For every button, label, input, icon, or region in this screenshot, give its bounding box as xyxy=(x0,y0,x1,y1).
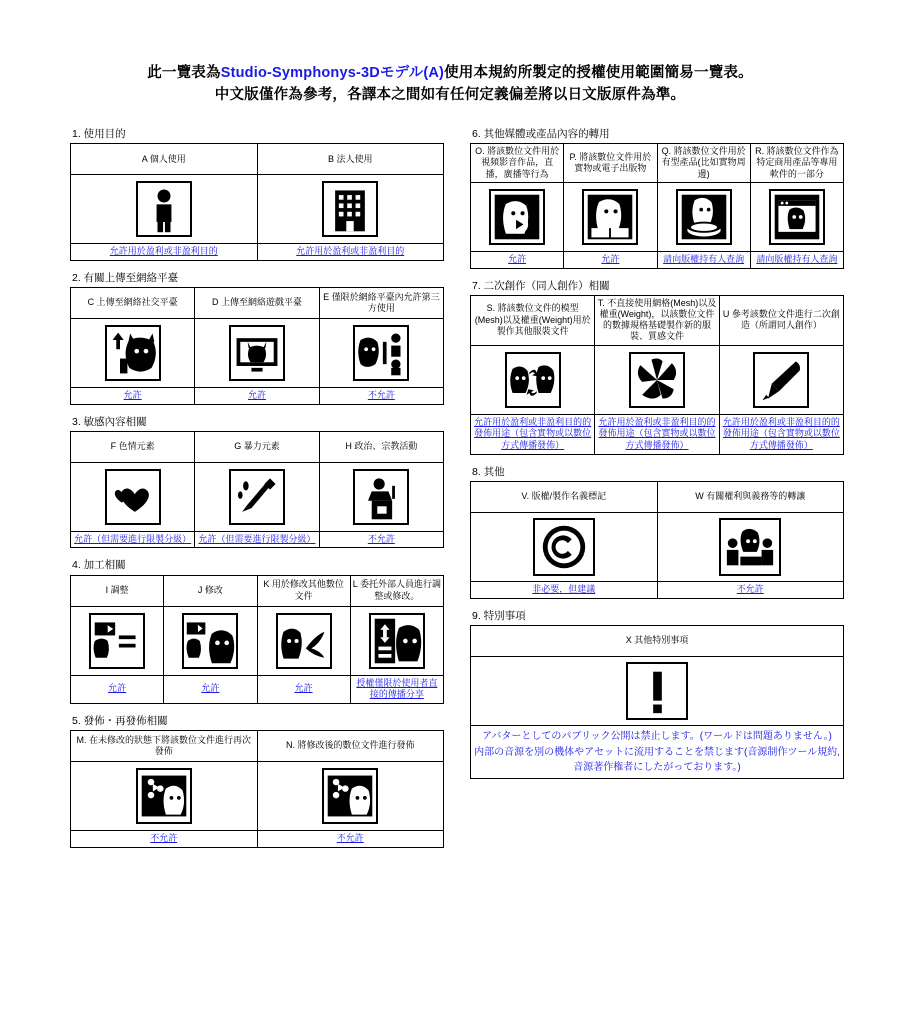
cell-N-art xyxy=(257,762,444,831)
cell-E-header: E 僅限於網絡平臺內允許第三方使用 xyxy=(319,287,443,318)
cell-B-note: 允許用於盈利或非盈利目的 xyxy=(257,244,444,261)
table-row xyxy=(471,251,844,268)
cell-Q-art xyxy=(657,182,750,251)
section-2 xyxy=(70,272,444,405)
cell-R-art xyxy=(750,182,843,251)
figure-cat-icon xyxy=(676,189,732,245)
cell-M-header: M. 在未修改的狀態下將該數位文件進行再次發佈 xyxy=(71,731,258,762)
cell-I-header: I 調整 xyxy=(71,575,164,606)
table-row xyxy=(71,731,444,762)
cell-T-header: T. 不直接使用網格(Mesh)以及權重(Weight)，以該數位文件的數據規格基礎製作新的服裝、質感文件 xyxy=(595,295,719,345)
cell-K-header: K 用於修改其他數位文件 xyxy=(257,575,350,606)
tables-container xyxy=(0,128,900,859)
cell-G-art xyxy=(195,462,319,531)
page-title xyxy=(0,0,900,107)
cell-I-note: 允許 xyxy=(71,675,164,703)
section-9-title: 9. 特別事項 xyxy=(472,609,526,622)
cell-C-art xyxy=(71,318,195,387)
table-row xyxy=(71,244,444,261)
cell-J-note: 允許 xyxy=(164,675,257,703)
cell-P-note: 允許 xyxy=(564,251,657,268)
cell-Q-header: Q. 將該數位文件用於有型產品(比如實物周邊) xyxy=(657,144,750,183)
table-row xyxy=(71,318,444,387)
brush-icon xyxy=(753,352,809,408)
section-5 xyxy=(70,715,444,848)
cell-O-header: O. 將該數位文件用於視頻影音作品，直播，廣播等行為 xyxy=(471,144,564,183)
cell-L-note: 授權僅限於使用者直接的傳播分享 xyxy=(350,675,443,703)
cell-J-header: J 修改 xyxy=(164,575,257,606)
section-2-title: 2. 有關上傳至網絡平臺 xyxy=(72,271,179,284)
cell-X-notes xyxy=(471,725,844,778)
cell-D-art xyxy=(195,318,319,387)
arrow-equal-icon xyxy=(89,613,145,669)
cell-A-header: A 個人使用 xyxy=(71,144,258,175)
table-row xyxy=(71,387,444,404)
cell-X-note-2: 内部の音源を別の機体やアセットに流用することを禁じます(音源制作ツール規約,音源著作権者にしたがっております。) xyxy=(474,746,840,773)
cell-M-note: 不允許 xyxy=(71,831,258,848)
cell-K-note: 允許 xyxy=(257,675,350,703)
section-1-table xyxy=(70,143,444,261)
table-row xyxy=(71,531,444,548)
cell-A-art xyxy=(71,175,258,244)
table-row xyxy=(471,725,844,778)
table-row xyxy=(471,581,844,598)
cell-F-note: 允許（但需要進行限製分級） xyxy=(71,531,195,548)
table-row xyxy=(471,144,844,183)
cell-E-art xyxy=(319,318,443,387)
cell-W-art xyxy=(657,512,844,581)
table-row xyxy=(471,512,844,581)
section-6 xyxy=(470,128,844,269)
cell-X-art xyxy=(471,656,844,725)
section-4 xyxy=(70,559,444,704)
cell-H-header: H 政治、宗教活動 xyxy=(319,431,443,462)
cell-Q-note: 請向版權持有人查詢 xyxy=(657,251,750,268)
cell-W-header: W 有關權利與義務等的轉讓 xyxy=(657,481,844,512)
table-row xyxy=(71,462,444,531)
cell-B-art xyxy=(257,175,444,244)
right-column xyxy=(470,128,844,790)
cat-to-other-icon xyxy=(276,613,332,669)
cell-S-art xyxy=(471,345,595,414)
cell-T-note: 允許用於盈利或非盈利目的的發佈用途（包含實物或以數位方式傳播發佈） xyxy=(595,414,719,454)
cell-X-header: X 其他特別事項 xyxy=(471,625,844,656)
title-line-1 xyxy=(0,62,900,84)
cell-J-art xyxy=(164,606,257,675)
people-transfer-icon xyxy=(719,518,781,576)
table-row xyxy=(71,675,444,703)
cell-X-note-1: アバターとしてのパブリック公開は禁止します。(ワールドは問題ありません。) xyxy=(482,730,832,742)
cell-M-art xyxy=(71,762,258,831)
section-5-title: 5. 發佈・再發佈相關 xyxy=(72,714,168,727)
cell-A-note: 允許用於盈利或非盈利目的 xyxy=(71,244,258,261)
transfer-cat-icon xyxy=(369,613,425,669)
cell-L-header: L 委托外部人員進行調整或修改。 xyxy=(350,575,443,606)
app-window-cat-icon xyxy=(769,189,825,245)
table-row xyxy=(71,175,444,244)
cell-C-note: 允許 xyxy=(71,387,195,404)
monitor-cat-icon xyxy=(229,325,285,381)
section-6-title: 6. 其他媒體或產品內容的轉用 xyxy=(472,128,610,140)
cell-S-header: S. 將該數位文件的模型(Mesh)以及權重(Weight)用於製作其他服裝文件 xyxy=(471,295,595,345)
knife-icon xyxy=(229,469,285,525)
section-8 xyxy=(470,466,844,599)
section-7-table xyxy=(470,295,844,455)
title-line-2: 中文版僅作為參考，各譯本之間如有任何定義偏差將以日文版原件為準。 xyxy=(214,87,686,104)
table-row xyxy=(471,414,844,454)
section-4-title: 4. 加工相關 xyxy=(72,559,126,572)
cell-R-note: 請向版權持有人查詢 xyxy=(750,251,843,268)
cell-G-header: G 暴力元素 xyxy=(195,431,319,462)
table-row xyxy=(71,762,444,831)
section-4-table xyxy=(70,575,444,704)
cell-U-header: U 參考該數位文件進行二次創造（所謂同人創作） xyxy=(719,295,843,345)
table-row xyxy=(71,287,444,318)
cell-E-note: 不允許 xyxy=(319,387,443,404)
table-row xyxy=(71,831,444,848)
cell-O-art xyxy=(471,182,564,251)
table-row xyxy=(71,606,444,675)
cell-K-art xyxy=(257,606,350,675)
cell-N-note: 不允許 xyxy=(257,831,444,848)
section-3-table xyxy=(70,431,444,549)
book-cat-icon xyxy=(582,189,638,245)
cat-recycle-icon xyxy=(505,352,561,408)
table-row xyxy=(471,295,844,345)
cell-P-header: P. 將該數位文件用於實物或電子出版物 xyxy=(564,144,657,183)
title-part-post: 使用本規約所製定的授權使用範圍簡易一覽表。 xyxy=(444,65,753,81)
cell-T-art xyxy=(595,345,719,414)
table-row xyxy=(71,144,444,175)
section-1-title: 1. 使用目的 xyxy=(72,128,126,140)
upload-cat-icon xyxy=(105,325,161,381)
cell-O-note: 允許 xyxy=(471,251,564,268)
section-7-title: 7. 二次創作（同人創作）相關 xyxy=(472,279,610,292)
cell-D-header: D 上傳至網絡遊戲平臺 xyxy=(195,287,319,318)
cell-W-note: 不允許 xyxy=(657,581,844,598)
cell-G-note: 允許（但需要進行限製分級） xyxy=(195,531,319,548)
title-model-name: Studio-Symphonys-3Dモデル(A) xyxy=(220,65,445,81)
building-icon xyxy=(322,181,378,237)
section-9-table xyxy=(470,625,844,779)
cell-U-note: 允許用於盈利或非盈利目的的發佈用途（包含實物或以數位方式傳播發佈） xyxy=(719,414,843,454)
share-cat-icon xyxy=(353,325,409,381)
cell-S-note: 允許用於盈利或非盈利目的的發佈用途（包含實物或以數位方式傳播發佈） xyxy=(471,414,595,454)
section-1 xyxy=(70,128,444,261)
cell-R-header: R. 將該數位文件作為特定商用產品等專用軟件的一部分 xyxy=(750,144,843,183)
title-part-pre: 此一覽表為 xyxy=(147,65,221,81)
hearts-icon xyxy=(105,469,161,525)
cloth-pieces-icon xyxy=(629,352,685,408)
cell-H-note: 不允許 xyxy=(319,531,443,548)
copyright-icon xyxy=(533,518,595,576)
cell-H-art xyxy=(319,462,443,531)
table-row xyxy=(471,345,844,414)
section-8-title: 8. 其他 xyxy=(472,465,505,478)
cell-V-art xyxy=(471,512,658,581)
cell-D-note: 允許 xyxy=(195,387,319,404)
table-row xyxy=(471,182,844,251)
section-6-table xyxy=(470,143,844,268)
redistribute-cat-icon xyxy=(136,768,192,824)
arrow-cat-icon xyxy=(182,613,238,669)
exclamation-icon xyxy=(626,662,688,720)
podium-icon xyxy=(353,469,409,525)
section-3-title: 3. 敏感內容相關 xyxy=(72,415,147,428)
video-play-cat-icon xyxy=(489,189,545,245)
section-3 xyxy=(70,416,444,549)
cell-V-header: V. 版權/製作名義標記 xyxy=(471,481,658,512)
cell-B-header: B 法人使用 xyxy=(257,144,444,175)
cell-L-art xyxy=(350,606,443,675)
table-row xyxy=(71,575,444,606)
table-row xyxy=(471,625,844,656)
section-8-table xyxy=(470,481,844,599)
section-9 xyxy=(470,610,844,779)
table-row xyxy=(471,656,844,725)
cell-P-art xyxy=(564,182,657,251)
cell-I-art xyxy=(71,606,164,675)
distribute-modified-icon xyxy=(322,768,378,824)
section-2-table xyxy=(70,287,444,405)
table-row xyxy=(471,481,844,512)
left-column xyxy=(70,128,444,859)
cell-U-art xyxy=(719,345,843,414)
person-icon xyxy=(136,181,192,237)
cell-F-header: F 色情元素 xyxy=(71,431,195,462)
cell-C-header: C 上傳至網絡社交平臺 xyxy=(71,287,195,318)
section-5-table xyxy=(70,730,444,848)
cell-N-header: N. 將修改後的數位文件進行發佈 xyxy=(257,731,444,762)
table-row xyxy=(71,431,444,462)
cell-F-art xyxy=(71,462,195,531)
cell-V-note: 非必要，但建議 xyxy=(471,581,658,598)
section-7 xyxy=(470,280,844,455)
